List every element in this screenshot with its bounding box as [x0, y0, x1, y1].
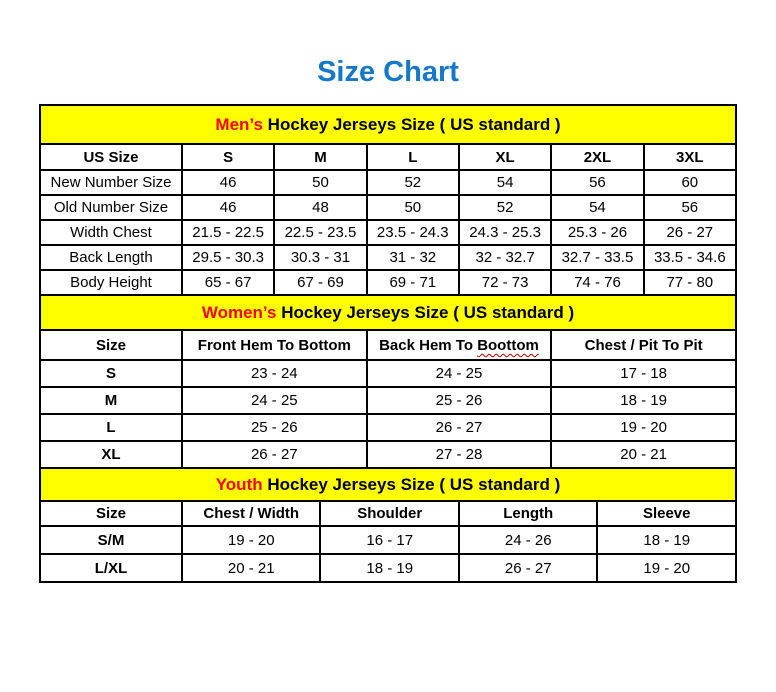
misspelled-word: Boottom: [477, 336, 539, 354]
womens-band-category: Women’s: [201, 302, 277, 322]
row-label: New Number Size: [40, 170, 182, 195]
size-value-cell: 30.3 - 31: [274, 245, 366, 270]
size-value-cell: 17 - 18: [551, 360, 736, 387]
size-value-cell: 23 - 24: [182, 360, 367, 387]
column-header: M: [274, 144, 366, 170]
size-value-cell: 54: [551, 195, 643, 220]
column-header: L: [367, 144, 459, 170]
size-value-cell: 20 - 21: [182, 554, 321, 582]
size-value-cell: 31 - 32: [367, 245, 459, 270]
size-value-cell: 22.5 - 23.5: [274, 220, 366, 245]
size-value-cell: 69 - 71: [367, 270, 459, 295]
size-value-cell: 18 - 19: [551, 387, 736, 414]
size-value-cell: 46: [182, 195, 274, 220]
table-row: [40, 526, 736, 554]
youth-band-title: Hockey Jerseys Size ( US standard ): [262, 474, 561, 494]
row-label: S: [40, 360, 182, 387]
column-header: Shoulder: [320, 501, 459, 526]
size-value-cell: 24 - 26: [459, 526, 598, 554]
size-value-cell: 18 - 19: [597, 526, 736, 554]
table-row: [40, 387, 736, 414]
column-header: Chest / Width: [182, 501, 321, 526]
column-header: Size: [40, 501, 182, 526]
size-value-cell: 19 - 20: [551, 414, 736, 441]
table-row: [40, 220, 736, 245]
header-row: [40, 501, 736, 526]
size-value-cell: 24 - 25: [367, 360, 552, 387]
size-value-cell: 67 - 69: [274, 270, 366, 295]
size-value-cell: 54: [459, 170, 551, 195]
size-value-cell: 72 - 73: [459, 270, 551, 295]
row-label: Width Chest: [40, 220, 182, 245]
column-header: Length: [459, 501, 598, 526]
size-value-cell: 19 - 20: [182, 526, 321, 554]
size-value-cell: 52: [367, 170, 459, 195]
youth-band-category: Youth: [215, 474, 263, 494]
column-header: Front Hem To Bottom: [182, 330, 367, 360]
youth-band: [39, 467, 737, 500]
size-value-cell: 25 - 26: [367, 387, 552, 414]
column-header: [367, 330, 552, 360]
column-header: US Size: [40, 144, 182, 170]
size-value-cell: 23.5 - 24.3: [367, 220, 459, 245]
size-value-cell: 48: [274, 195, 366, 220]
mens-band: [39, 104, 737, 143]
size-value-cell: 52: [459, 195, 551, 220]
table-row: [40, 195, 736, 220]
header-row: [40, 144, 736, 170]
column-header: XL: [459, 144, 551, 170]
table-row: [40, 554, 736, 582]
size-value-cell: 74 - 76: [551, 270, 643, 295]
table-row: [40, 170, 736, 195]
column-header: Size: [40, 330, 182, 360]
size-value-cell: 56: [644, 195, 736, 220]
size-value-cell: 24.3 - 25.3: [459, 220, 551, 245]
size-value-cell: 25.3 - 26: [551, 220, 643, 245]
womens-size-table: [39, 329, 737, 469]
size-value-cell: 20 - 21: [551, 441, 736, 468]
table-row: [40, 270, 736, 295]
mens-size-table: [39, 143, 737, 296]
size-value-cell: 26 - 27: [459, 554, 598, 582]
size-value-cell: 32 - 32.7: [459, 245, 551, 270]
row-label: L: [40, 414, 182, 441]
size-value-cell: 29.5 - 30.3: [182, 245, 274, 270]
size-value-cell: 25 - 26: [182, 414, 367, 441]
size-value-cell: 50: [367, 195, 459, 220]
size-value-cell: 26 - 27: [644, 220, 736, 245]
size-value-cell: 16 - 17: [320, 526, 459, 554]
column-header: Chest / Pit To Pit: [551, 330, 736, 360]
column-header: Sleeve: [597, 501, 736, 526]
table-row: [40, 360, 736, 387]
section-mens: [39, 104, 737, 296]
size-chart-page: [0, 56, 776, 583]
mens-band-title: Hockey Jerseys Size ( US standard ): [262, 114, 561, 134]
column-header: 3XL: [644, 144, 736, 170]
size-value-cell: 18 - 19: [320, 554, 459, 582]
table-row: [40, 245, 736, 270]
column-header: 2XL: [551, 144, 643, 170]
size-value-cell: 50: [274, 170, 366, 195]
page-title: Size Chart: [317, 56, 459, 88]
size-value-cell: 24 - 25: [182, 387, 367, 414]
womens-band-title: Hockey Jerseys Size ( US standard ): [276, 302, 575, 322]
row-label: S/M: [40, 526, 182, 554]
table-row: [40, 414, 736, 441]
size-value-cell: 33.5 - 34.6: [644, 245, 736, 270]
size-value-cell: 65 - 67: [182, 270, 274, 295]
section-womens: [39, 294, 737, 469]
size-value-cell: 26 - 27: [367, 414, 552, 441]
size-value-cell: 27 - 28: [367, 441, 552, 468]
row-label: Body Height: [40, 270, 182, 295]
womens-band: [39, 294, 737, 329]
size-value-cell: 26 - 27: [182, 441, 367, 468]
section-youth: [39, 467, 737, 583]
size-value-cell: 60: [644, 170, 736, 195]
size-chart: [39, 104, 737, 583]
size-value-cell: 77 - 80: [644, 270, 736, 295]
column-header: S: [182, 144, 274, 170]
table-row: [40, 441, 736, 468]
row-label: Back Length: [40, 245, 182, 270]
size-value-cell: 56: [551, 170, 643, 195]
size-value-cell: 32.7 - 33.5: [551, 245, 643, 270]
column-header-text: Back Hem To: [379, 336, 478, 354]
row-label: Old Number Size: [40, 195, 182, 220]
row-label: L/XL: [40, 554, 182, 582]
size-value-cell: 46: [182, 170, 274, 195]
size-value-cell: 19 - 20: [597, 554, 736, 582]
row-label: XL: [40, 441, 182, 468]
row-label: M: [40, 387, 182, 414]
header-row: [40, 330, 736, 360]
size-value-cell: 21.5 - 22.5: [182, 220, 274, 245]
youth-size-table: [39, 500, 737, 583]
mens-band-category: Men’s: [215, 114, 263, 134]
